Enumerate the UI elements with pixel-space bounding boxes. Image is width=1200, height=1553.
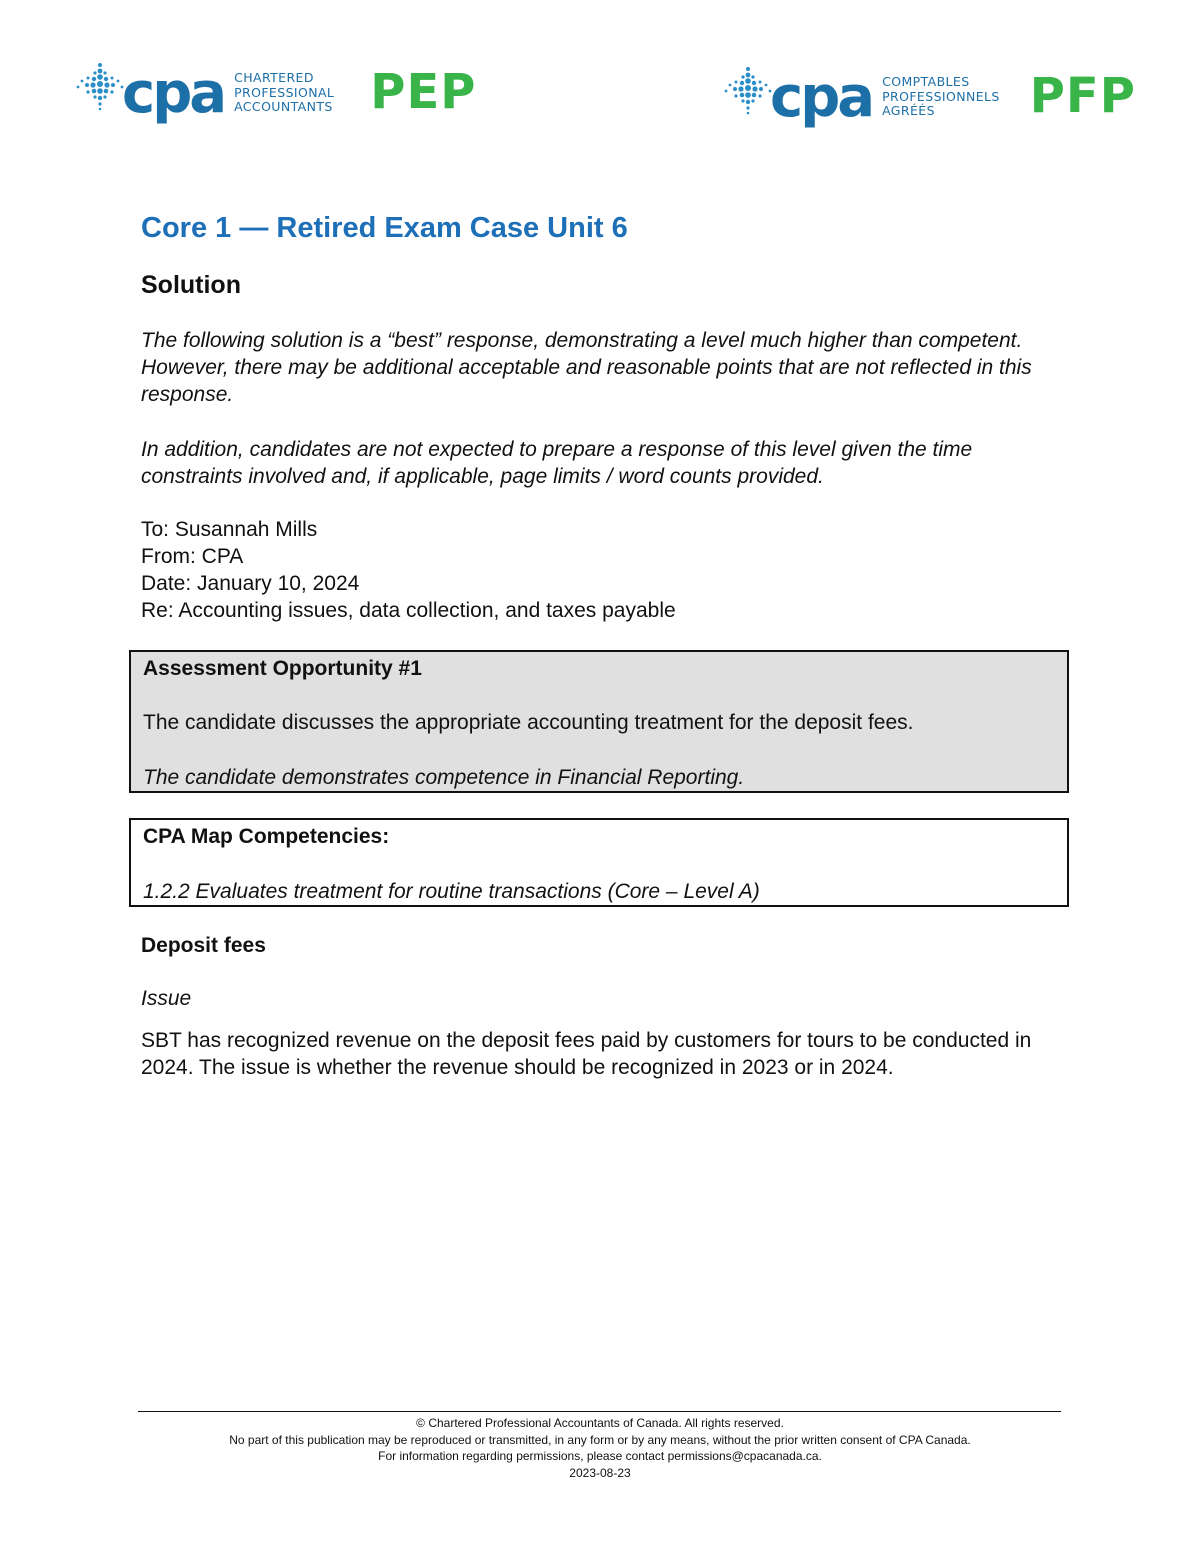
- intro-paragraph: The following solution is a “best” response, demonstrating a level much higher than competent. However, there may be additional acceptable and reasonable points that are not reflected in this response.: [141, 329, 1032, 406]
- assessment-description: The candidate discusses the appropriate accounting treatment for the deposit fees.: [143, 711, 914, 734]
- maple-leaf-dots-icon: [720, 63, 776, 119]
- section-heading-solution: Solution: [141, 271, 241, 299]
- logo-cpa-fr: [720, 56, 1136, 130]
- program-label-pfp: PFP: [1029, 68, 1136, 124]
- memo-re: Re: Accounting issues, data collection, and taxes payable: [141, 599, 676, 622]
- memo-from: From: CPA: [141, 545, 244, 568]
- cpa-subtitle-line: PROFESSIONAL: [234, 84, 335, 100]
- competency-item: 1.2.2 Evaluates treatment for routine transactions (Core – Level A): [143, 880, 760, 903]
- cpa-wordmark: cpa: [770, 65, 873, 130]
- cpa-subtitle-line: AGRÉÉS: [882, 103, 935, 119]
- cpa-subtitle-line: COMPTABLES: [882, 74, 970, 90]
- memo-header: [141, 516, 676, 624]
- document-title: Core 1 — Retired Exam Case Unit 6: [141, 212, 628, 244]
- deposit-fees-heading: Deposit fees: [141, 934, 266, 957]
- footer-notice: No part of this publication may be reproduced or transmitted, in any form or by any means, without the prior written consent of CPA Canada.: [229, 1432, 971, 1447]
- cpa-wordmark: cpa: [122, 61, 225, 126]
- cpa-subtitle-line: PROFESSIONNELS: [882, 88, 1000, 104]
- maple-leaf-dots-icon: [72, 59, 128, 115]
- footer-permissions: For information regarding permissions, please contact permissions@cpacanada.ca.: [378, 1449, 822, 1463]
- competencies-heading: CPA Map Competencies:: [143, 825, 390, 848]
- footer-divider: [138, 1411, 1061, 1412]
- issue-label: Issue: [141, 987, 192, 1010]
- cpa-subtitle: [882, 75, 1000, 119]
- cpa-subtitle-line: CHARTERED: [234, 70, 314, 86]
- assessment-competence: The candidate demonstrates competence in Financial Reporting.: [143, 766, 745, 789]
- issue-text: SBT has recognized revenue on the deposit fees paid by customers for tours to be conducted in 2024. The issue is whether the revenue should be recognized in 2023 or in 2024.: [141, 1029, 1032, 1079]
- assessment-heading: Assessment Opportunity #1: [143, 657, 422, 680]
- program-label-pep: PEP: [370, 64, 477, 120]
- footer: [100, 1415, 1100, 1481]
- memo-date: Date: January 10, 2024: [141, 572, 360, 595]
- competencies-box: [129, 818, 1069, 907]
- assessment-opportunity-box: [129, 650, 1069, 793]
- intro-paragraph: In addition, candidates are not expected to prepare a response of this level given the time constraints involved and, if applicable, page limits / word counts provided.: [141, 438, 973, 488]
- cpa-subtitle-line: ACCOUNTANTS: [234, 99, 333, 115]
- cpa-subtitle: [234, 71, 334, 115]
- memo-to: To: Susannah Mills: [141, 518, 318, 541]
- footer-date: 2023-08-23: [569, 1465, 631, 1480]
- footer-copyright: © Chartered Professional Accountants of Canada. All rights reserved.: [416, 1416, 784, 1430]
- logo-cpa-en: [72, 52, 477, 126]
